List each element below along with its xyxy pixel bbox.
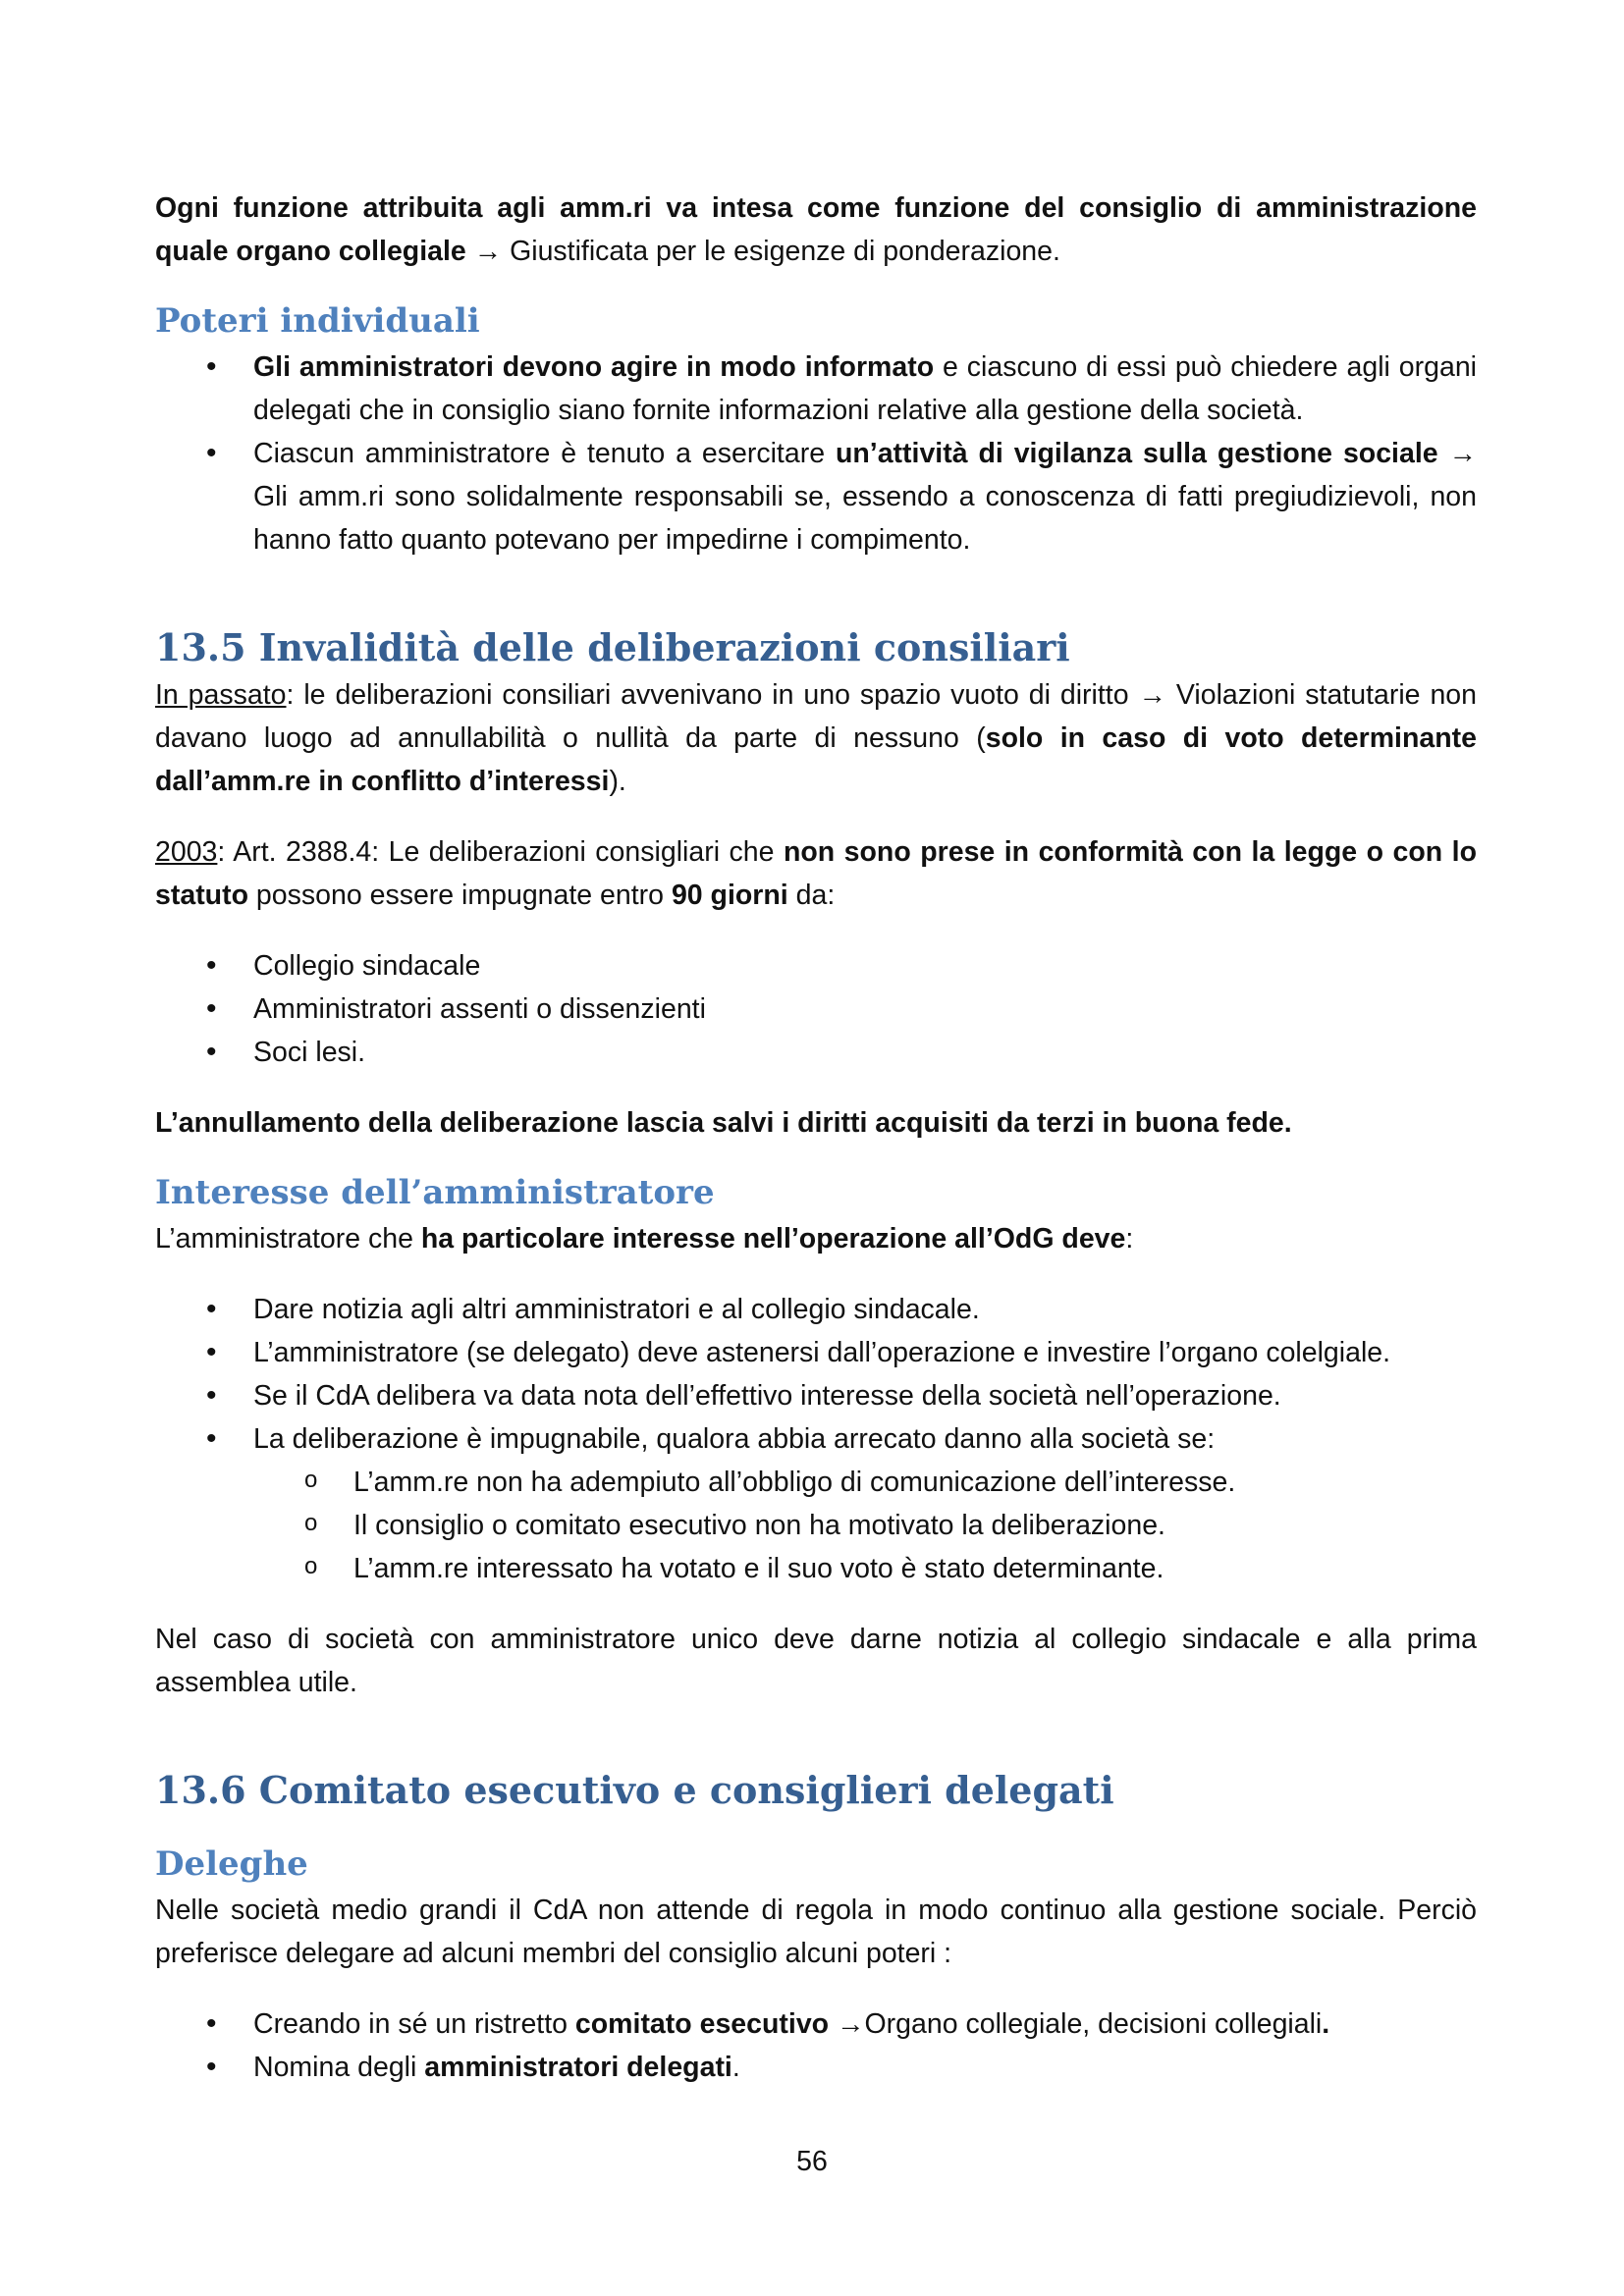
deleghe-item2-end: . — [731, 2052, 740, 2083]
list-item: • Dare notizia agli altri amministratori e al collegio sindacale. — [155, 1288, 1477, 1331]
poteri-item1-bold: Gli amministratori devono agire in modo informato — [253, 351, 935, 383]
art-bold-2: 90 giorni — [671, 880, 788, 911]
poteri-item2-rest: → Gli amm.ri sono solidalmente responsabili se, essendo a conoscenza di fatti pregiudizievoli, non hanno fatto quanto potevano per impedirne i compimento. — [253, 438, 1478, 556]
list-item: • Se il CdA delibera va data nota dell’effettivo interesse della società nell’operazione. — [155, 1374, 1477, 1417]
list-item — [155, 432, 1477, 561]
interesse-sublist — [155, 1461, 1477, 1590]
deleghe-item1-end: . — [1322, 2008, 1330, 2040]
list-item — [155, 2046, 1477, 2089]
deleghe-item1-bold: comitato esecutivo — [574, 2008, 830, 2040]
deleghe-item2-a: Nomina degli — [253, 2052, 425, 2083]
in-passato-paragraph — [155, 673, 1477, 803]
list-item: • L’amministratore (se delegato) deve astenersi dall’operazione e investire l’organo colelgiale. — [155, 1331, 1477, 1374]
sub-list-item: o L’amm.re non ha adempiuto all’obbligo di comunicazione dell’interesse. — [155, 1461, 1477, 1504]
interesse-lead — [155, 1217, 1477, 1260]
interesse-lead-end: : — [1125, 1223, 1134, 1255]
interesse-list — [155, 1288, 1477, 1461]
in-passato-label: In passato — [155, 679, 287, 711]
in-passato-end: ). — [609, 766, 626, 797]
sub-list-item: o Il consiglio o comitato esecutivo non ha motivato la deliberazione. — [155, 1504, 1477, 1547]
deleghe-paragraph: Nelle società medio grandi il CdA non attende di regola in modo continuo alla gestione sociale. Perciò preferisce delegare ad alcuni membri del consiglio alcuni poteri : — [155, 1895, 1477, 1969]
list-item: • Soci lesi. — [155, 1031, 1477, 1074]
interesse-lead-a: L’amministratore che — [155, 1223, 421, 1255]
art-text-b: possono essere impugnate entro — [248, 880, 672, 911]
intro-bold: Ogni funzione attribuita agli amm.ri va intesa come funzione del consiglio di amministrazione quale organo collegiale — [155, 192, 1477, 267]
interesse-lead-bold: ha particolare interesse nell’operazione all’OdG deve — [420, 1223, 1126, 1255]
intro-paragraph — [155, 187, 1477, 273]
list-item: • La deliberazione è impugnabile, qualora abbia arrecato danno alla società se: — [155, 1417, 1477, 1461]
poteri-item2-bold: un’attività di vigilanza sulla gestione sociale — [835, 438, 1438, 469]
art-text-c: da: — [787, 880, 836, 911]
deleghe-item2-bold: amministratori delegati — [424, 2052, 732, 2083]
impugnazione-list — [155, 944, 1477, 1074]
deleghe-item1-a: Creando in sé un ristretto — [253, 2008, 575, 2040]
deleghe-item1-b: →Organo collegiale, decisioni collegiali — [829, 2008, 1323, 2040]
section-13-5-heading: 13.5 Invalidità delle deliberazioni consiliari — [155, 625, 1070, 669]
art-2003-paragraph — [155, 830, 1477, 917]
intro-rest: → Giustificata per le esigenze di ponderazione. — [465, 236, 1060, 267]
year-label: 2003 — [155, 836, 218, 868]
deleghe-heading: Deleghe — [155, 1844, 308, 1884]
in-passato-bold: solo in caso di voto determinante dall’amm.re in conflitto d’interessi — [155, 722, 1477, 797]
sub-list-item: o L’amm.re interessato ha votato e il suo voto è stato determinante. — [155, 1547, 1477, 1590]
page-number: 56 — [796, 2146, 828, 2177]
list-item — [155, 2002, 1477, 2046]
art-text-a: : Art. 2388.4: Le deliberazioni consigliari che — [217, 836, 784, 868]
interesse-heading: Interesse dell’amministratore — [155, 1173, 715, 1212]
annullamento-bold: L’annullamento della deliberazione lascia salvi i diritti acquisiti da terzi in buona fede. — [155, 1107, 1292, 1139]
section-13-6-heading: 13.6 Comitato esecutivo e consiglieri delegati — [155, 1768, 1114, 1812]
list-item: • Collegio sindacale — [155, 944, 1477, 988]
poteri-item1-rest: e ciascuno di essi può chiedere agli organi delegati che in consiglio siano fornite informazioni relative alla gestione della società. — [253, 351, 1477, 426]
deleghe-list — [155, 2002, 1477, 2089]
in-passato-text: : le deliberazioni consiliari avvenivano in uno spazio vuoto di diritto → Violazioni statutarie non davano luogo ad annullabilità o nullità da parte di nessuno ( — [155, 679, 1477, 754]
list-item: • Amministratori assenti o dissenzienti — [155, 988, 1477, 1031]
list-item — [155, 346, 1477, 432]
page-body — [155, 187, 1477, 2089]
annullamento-paragraph — [155, 1101, 1477, 1145]
poteri-list — [155, 346, 1477, 561]
amministratore-unico-paragraph: Nel caso di società con amministratore unico deve darne notizia al collegio sindacale e alla prima assemblea utile. — [155, 1624, 1477, 1698]
poteri-item2-a: Ciascun amministratore è tenuto a esercitare — [253, 438, 836, 469]
art-bold-1: non sono prese in conformità con la legge o con lo statuto — [155, 836, 1477, 911]
poteri-heading: Poteri individuali — [155, 301, 480, 341]
